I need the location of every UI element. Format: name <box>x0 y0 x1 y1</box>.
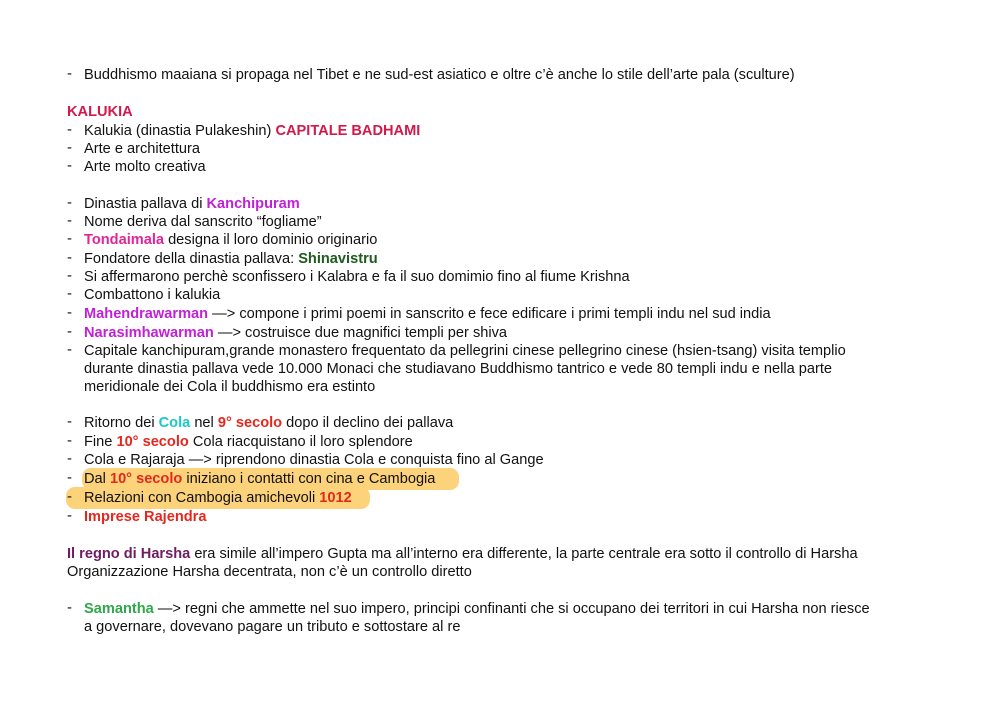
note-line-continued <box>84 618 460 637</box>
highlight-term: Narasimhawarman <box>84 325 214 341</box>
heading-text: KALUKIA <box>67 104 133 120</box>
line-text: Capitale kanchipuram,grande monastero frequentato da pellegrini cinese pellegrino cinese (hsien-tsang) visita templio <box>84 343 846 359</box>
highlight-term: Samantha <box>84 601 154 617</box>
bullet-dash: - <box>67 304 72 321</box>
bullet-dash: - <box>67 413 72 430</box>
bullet-dash: - <box>67 488 72 505</box>
bullet-dash: - <box>67 599 72 616</box>
note-line <box>84 489 352 508</box>
line-text: —> regni che ammette nel suo impero, principi confinanti che si occupano dei territori in cui Harsha non riesce <box>153 601 870 617</box>
line-text: Dinastia pallava di <box>84 196 207 212</box>
line-text: Relazioni con Cambogia amichevoli <box>84 490 320 506</box>
note-line-continued <box>84 360 832 379</box>
highlight-term: Tondaimala <box>84 232 165 248</box>
line-text: Arte molto creativa <box>84 159 206 175</box>
note-line <box>84 213 322 232</box>
line-text: Nome deriva dal sanscrito “fogliame” <box>84 214 322 230</box>
bullet-dash: - <box>67 323 72 340</box>
note-line <box>84 305 771 324</box>
bullet-dash: - <box>67 249 72 266</box>
highlight-term: Mahendrawarman <box>84 306 209 322</box>
line-text: Ritorno dei <box>84 415 159 431</box>
note-line <box>84 66 795 85</box>
note-line <box>84 158 206 177</box>
highlight-term: 10° secolo <box>109 471 183 487</box>
highlight-term: 10° secolo <box>116 434 189 450</box>
line-text: Organizzazione Harsha decentrata, non c’è un controllo diretto <box>67 564 472 580</box>
note-line <box>84 231 377 250</box>
bullet-dash: - <box>67 139 72 156</box>
highlight-term: Kanchipuram <box>206 196 300 212</box>
bullet-dash: - <box>67 469 72 486</box>
line-text: Cola riacquistano il loro splendore <box>188 434 413 450</box>
note-line <box>84 508 206 527</box>
bullet-dash: - <box>67 230 72 247</box>
line-text: —> compone i primi poemi in sanscrito e fece edificare i primi templi indu nel sud india <box>208 306 771 322</box>
bullet-dash: - <box>67 450 72 467</box>
note-line <box>84 250 378 269</box>
line-text: Kalukia (dinastia Pulakeshin) <box>84 123 276 139</box>
note-line <box>84 600 870 619</box>
paragraph-line <box>67 545 858 564</box>
note-line <box>84 286 220 305</box>
line-text: durante dinastia pallava vede 10.000 Monaci che studiavano Buddhismo tantrico e vede 80 templi indu e nella parte <box>84 361 833 377</box>
line-text: iniziano i contatti con cina e Cambogia <box>182 471 436 487</box>
highlight-term: Il regno di Harsha <box>67 546 191 562</box>
highlight-term: Imprese Rajendra <box>84 509 207 525</box>
bullet-dash: - <box>67 507 72 524</box>
line-text: Si affermarono perchè sconfissero i Kalabra e fa il suo domimio fino al fiume Krishna <box>84 269 630 285</box>
bullet-dash: - <box>67 285 72 302</box>
line-text: designa il loro dominio originario <box>164 232 378 248</box>
line-text: Arte e architettura <box>84 141 200 157</box>
line-text: Cola e Rajaraja —> riprendono dinastia Cola e conquista fino al Gange <box>84 452 544 468</box>
line-text: Dal <box>84 471 110 487</box>
note-line <box>84 324 507 343</box>
note-line <box>84 122 420 141</box>
note-line <box>84 195 300 214</box>
line-text: era simile all’impero Gupta ma all’interno era differente, la parte centrale era sotto il controllo di Harsha <box>190 546 858 562</box>
line-text: —> costruisce due magnifici templi per shiva <box>213 325 508 341</box>
bullet-dash: - <box>67 194 72 211</box>
note-line <box>84 414 453 433</box>
section-heading <box>67 103 133 122</box>
note-line <box>84 342 846 361</box>
line-text: Fine <box>84 434 117 450</box>
note-line <box>84 433 413 452</box>
note-line <box>84 470 435 489</box>
note-line <box>84 268 630 287</box>
bullet-dash: - <box>67 157 72 174</box>
line-text: dopo il declino dei pallava <box>282 415 454 431</box>
note-line <box>84 140 200 159</box>
highlight-term: Cola <box>158 415 191 431</box>
highlight-term: 9° secolo <box>217 415 283 431</box>
line-text: nel <box>190 415 218 431</box>
bullet-dash: - <box>67 212 72 229</box>
line-text: a governare, dovevano pagare un tributo e sottostare al re <box>84 619 461 635</box>
line-text: Fondatore della dinastia pallava: <box>84 251 299 267</box>
note-line-continued <box>84 378 375 397</box>
highlight-term: 1012 <box>319 490 352 506</box>
note-line <box>84 451 544 470</box>
line-text: Combattono i kalukia <box>84 287 221 303</box>
highlight-term: Shinavistru <box>298 251 378 267</box>
paragraph-line <box>67 563 472 582</box>
line-text: meridionale dei Cola il buddhismo era estinto <box>84 379 376 395</box>
bullet-dash: - <box>67 65 72 82</box>
highlight-term: CAPITALE BADHAMI <box>275 123 421 139</box>
bullet-dash: - <box>67 341 72 358</box>
bullet-dash: - <box>67 121 72 138</box>
bullet-dash: - <box>67 267 72 284</box>
bullet-dash: - <box>67 432 72 449</box>
line-text: Buddhismo maaiana si propaga nel Tibet e ne sud-est asiatico e oltre c’è anche lo stile dell’arte pala (sculture) <box>84 67 795 83</box>
